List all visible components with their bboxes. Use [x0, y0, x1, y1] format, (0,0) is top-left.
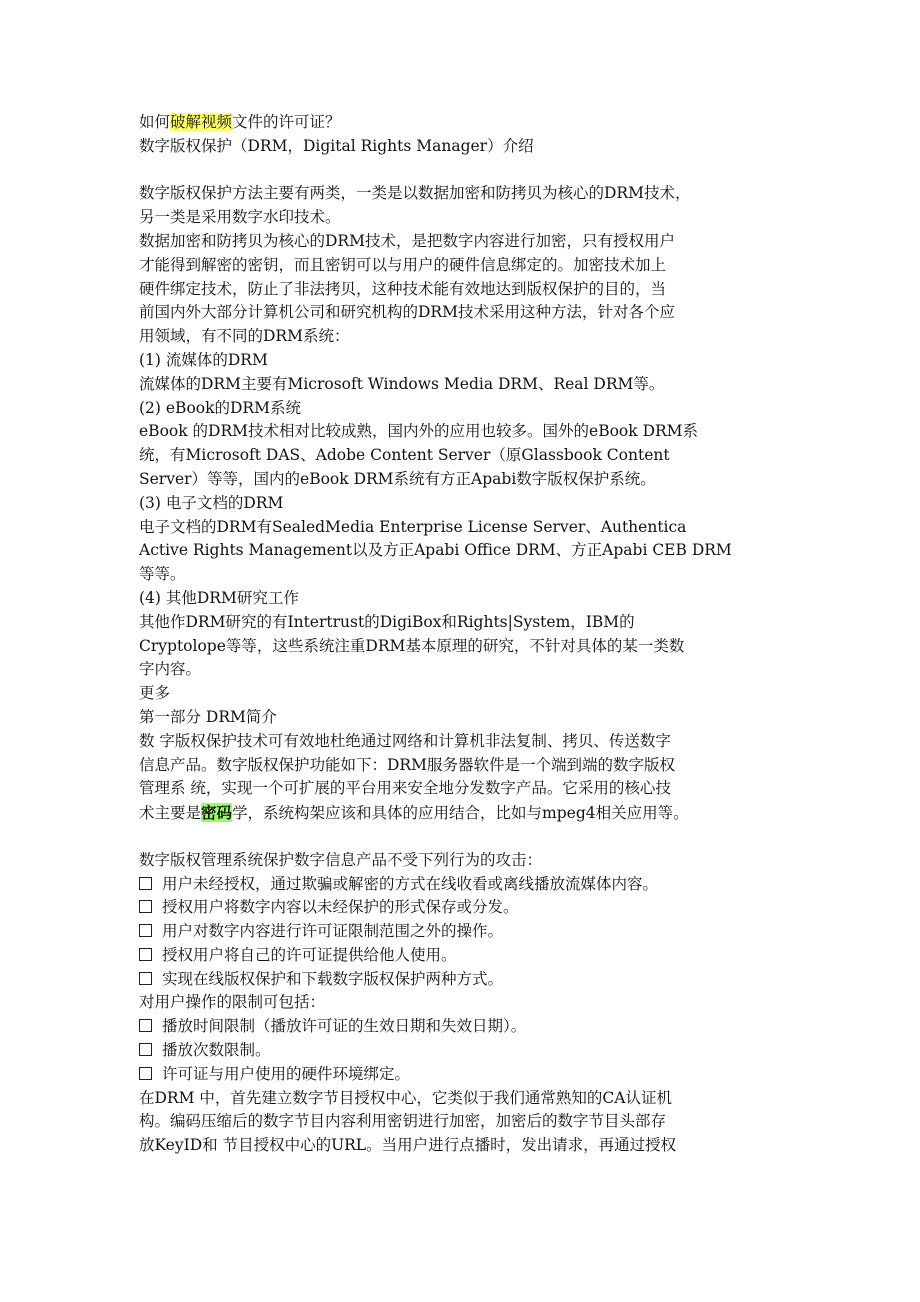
- list-item: [139, 944, 789, 968]
- list-item-text: 实现在线版权保护和下载数字版权保护两种方式。: [162, 969, 504, 988]
- section-line: 字内容。: [139, 660, 202, 679]
- list-item: [139, 968, 789, 992]
- section-line: 其他作DRM研究的有Intertrust的DigiBox和Rights|System，IBM的: [139, 612, 635, 631]
- section-line: Server）等等，国内的eBook DRM系统有方正Apabi数字版权保护系统。: [139, 469, 656, 488]
- intro-line: 另一类是采用数字水印技术。: [139, 208, 341, 227]
- intro-line: 硬件绑定技术，防止了非法拷贝，这种技术能有效地达到版权保护的目的，当: [139, 279, 667, 298]
- list-item: [139, 1063, 789, 1087]
- checkbox-icon: [139, 1067, 152, 1080]
- intro-line: 前国内外大部分计算机公司和研究机构的DRM技术采用这种方法，针对各个应: [139, 303, 675, 322]
- document-page: [139, 111, 789, 1158]
- checkbox-icon: [139, 900, 152, 913]
- list-item: [139, 1015, 789, 1039]
- list-item: [139, 896, 789, 920]
- part-heading: 第一部分 DRM简介: [139, 707, 277, 726]
- list-item-text: 授权用户将数字内容以未经保护的形式保存或分发。: [162, 898, 519, 917]
- document-title: [139, 111, 789, 135]
- checkbox-icon: [139, 924, 152, 937]
- list-item-text: 播放次数限制。: [162, 1041, 271, 1060]
- limits-intro: 对用户操作的限制可包括：: [139, 993, 326, 1012]
- list-item-text: 许可证与用户使用的硬件环境绑定。: [162, 1064, 411, 1083]
- section-heading: (3) 电子文档的DRM: [139, 493, 284, 512]
- section-line: Cryptolope等等，这些系统注重DRM基本原理的研究，不针对具体的某一类数: [139, 636, 685, 655]
- list-item: [139, 1039, 789, 1063]
- intro-line: 数据加密和防拷贝为核心的DRM技术，是把数字内容进行加密，只有授权用户: [139, 231, 675, 250]
- section-line: Active Rights Management以及方正Apabi Office DRM、方正Apabi CEB DRM: [139, 541, 732, 560]
- list-item-text: 用户未经授权，通过欺骗或解密的方式在线收看或离线播放流媒体内容。: [162, 874, 659, 893]
- more-text: 更多: [139, 684, 171, 703]
- intro-line: 数字版权保护方法主要有两类，一类是以数据加密和防拷贝为核心的DRM技术，: [139, 184, 691, 203]
- list-item-text: 授权用户将自己的许可证提供给他人使用。: [162, 945, 457, 964]
- closing-line: 在DRM 中，首先建立数字节目授权中心，它类似于我们通常熟知的CA认证机: [139, 1088, 672, 1107]
- attacks-intro: 数字版权管理系统保护数字信息产品不受下列行为的攻击：: [139, 850, 543, 869]
- keyword-highlight: 密码: [201, 803, 233, 823]
- part-line: 信息产品。数字版权保护功能如下：DRM服务器软件是一个端到端的数字版权: [139, 755, 675, 774]
- list-item-text: 播放时间限制（播放许可证的生效日期和失效日期）。: [162, 1017, 527, 1036]
- intro-line: 才能得到解密的密钥，而且密钥可以与用户的硬件信息绑定的。加密技术加上: [139, 255, 667, 274]
- part-line: 数 字版权保护技术可有效地杜绝通过网络和计算机非法复制、拷贝、传送数字: [139, 731, 671, 750]
- title-prefix: 如何: [139, 113, 171, 131]
- section-line: 流媒体的DRM主要有Microsoft Windows Media DRM、Real DRM等。: [139, 374, 665, 393]
- closing-line: 放KeyID和 节目授权中心的URL。当用户进行点播时，发出请求，再通过授权: [139, 1136, 677, 1155]
- part-line-highlighted: [139, 801, 789, 825]
- blank-line: [139, 159, 789, 183]
- section-line: 电子文档的DRM有SealedMedia Enterprise License Server、Authentica: [139, 517, 687, 536]
- part-line-prefix: 术主要是: [139, 804, 202, 823]
- list-item-text: 用户对数字内容进行许可证限制范围之外的操作。: [162, 922, 504, 941]
- closing-line: 构。编码压缩后的数字节目内容利用密钥进行加密，加密后的数字节目头部存: [139, 1112, 667, 1131]
- section-line: eBook 的DRM技术相对比较成熟，国内外的应用也较多。国外的eBook DRM系: [139, 422, 699, 441]
- document-subtitle: 数字版权保护（DRM，Digital Rights Manager）介绍: [139, 136, 534, 155]
- checkbox-icon: [139, 948, 152, 961]
- list-item: [139, 920, 789, 944]
- part-line: 管理系 统，实现一个可扩展的平台用来安全地分发数字产品。它采用的核心技: [139, 779, 671, 798]
- section-line: 等等。: [139, 565, 186, 584]
- title-highlight: 破解视频: [170, 113, 233, 131]
- section-line: 统，有Microsoft DAS、Adobe Content Server（原Glassbook Content: [139, 446, 670, 465]
- checkbox-icon: [139, 877, 152, 890]
- intro-line: 用领域，有不同的DRM系统：: [139, 327, 350, 346]
- checkbox-icon: [139, 1019, 152, 1032]
- list-item: [139, 873, 789, 897]
- blank-line: [139, 825, 789, 849]
- checkbox-icon: [139, 1043, 152, 1056]
- part-line-suffix: 学，系统构架应该和具体的应用结合，比如与mpeg4相关应用等。: [232, 804, 689, 823]
- section-heading: (2) eBook的DRM系统: [139, 398, 301, 417]
- title-suffix: 文件的许可证？: [232, 113, 341, 131]
- section-heading: (4) 其他DRM研究工作: [139, 588, 299, 607]
- checkbox-icon: [139, 972, 152, 985]
- section-heading: (1) 流媒体的DRM: [139, 350, 268, 369]
